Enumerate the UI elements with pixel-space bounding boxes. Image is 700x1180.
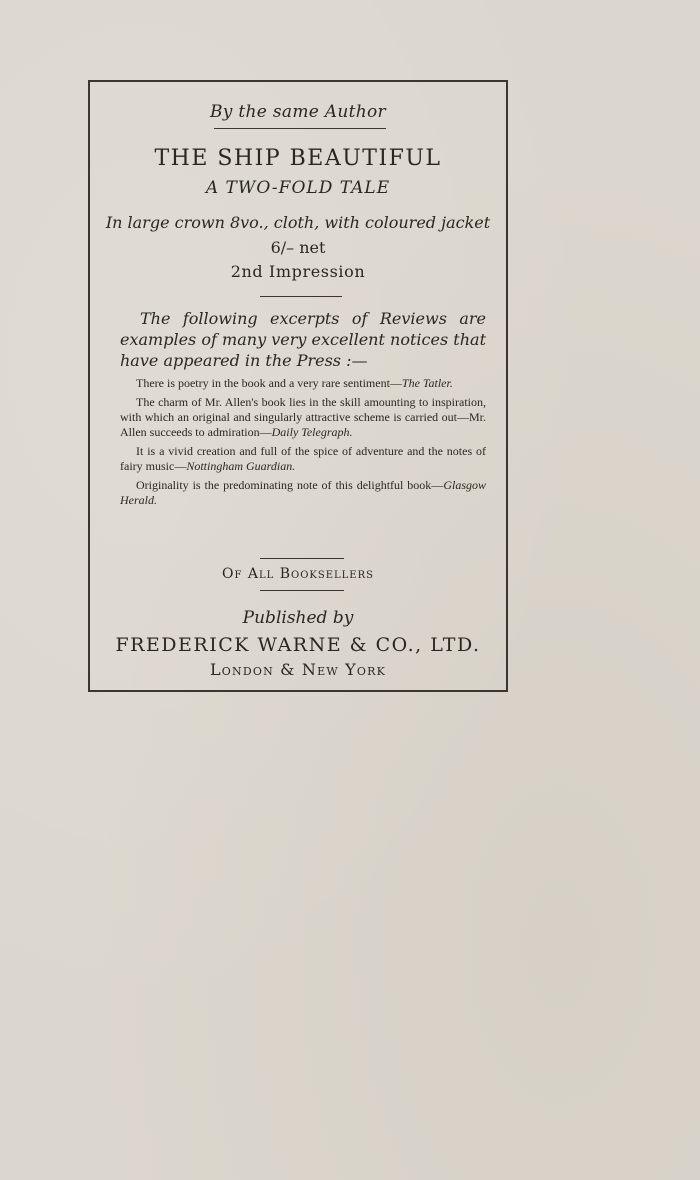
- review-item: [120, 395, 486, 440]
- divider-rule: [260, 558, 344, 559]
- publisher-name: FREDERICK WARNE & CO., LTD.: [115, 634, 481, 656]
- review-item: [120, 376, 486, 391]
- advertisement-box: [88, 80, 508, 692]
- review-text: Originality is the predominating note of this delightful book—: [136, 478, 444, 492]
- review-source: Daily Telegraph.: [271, 425, 353, 439]
- publisher-location: London & New York: [209, 660, 387, 679]
- book-title: THE SHIP BEAUTIFUL: [154, 146, 442, 171]
- by-line: By the same Author: [210, 102, 386, 122]
- review-text: It is a vivid creation and full of the spice of adventure and the notes of fairy music—: [120, 444, 486, 473]
- book-price: 6/– net: [270, 238, 326, 257]
- divider-rule: [260, 296, 342, 297]
- review-item: [120, 478, 486, 508]
- review-text: There is poetry in the book and a very rare sentiment—: [136, 376, 402, 390]
- book-format: In large crown 8vo., cloth, with coloured jacket: [105, 213, 491, 232]
- book-subtitle: A TWO-FOLD TALE: [205, 178, 391, 198]
- by-line-underline: [214, 128, 386, 129]
- availability-note: Of All Booksellers: [222, 566, 374, 582]
- review-source: The Tatler.: [401, 376, 453, 390]
- book-impression: 2nd Impression: [230, 262, 366, 281]
- published-by: Published by: [242, 608, 354, 628]
- reviews-list: [120, 376, 486, 512]
- divider-rule: [260, 590, 344, 591]
- review-source: Nottingham Guardian.: [186, 459, 296, 473]
- reviews-intro: The following excerpts of Reviews are examples of many very excellent notices that have appeared in the Press :—: [120, 309, 486, 370]
- review-item: [120, 444, 486, 474]
- review-source: Glasgow Herald.: [120, 478, 486, 507]
- review-text: The charm of Mr. Allen's book lies in the skill amounting to inspiration, with which an original and singularly attractive scheme is carried out—Mr. Allen succeeds to admiration—: [120, 395, 486, 439]
